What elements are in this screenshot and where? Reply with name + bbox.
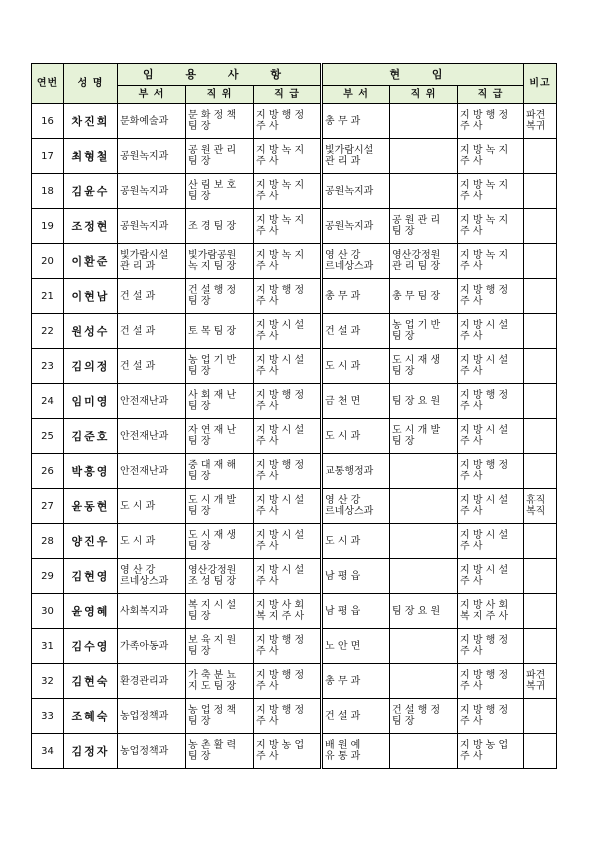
row-cur-position <box>390 629 458 664</box>
row-note <box>524 699 557 734</box>
header-cur-dept: 부 서 <box>322 86 390 104</box>
row-cur-rank: 지 방 녹 지 주 사 <box>458 209 524 244</box>
row-new-rank: 지 방 행 정 주 사 <box>254 454 322 489</box>
row-name: 김수영 <box>64 629 118 664</box>
row-number: 30 <box>32 594 64 629</box>
row-cur-rank: 지 방 시 설 주 사 <box>458 349 524 384</box>
header-no: 연번 <box>32 64 64 104</box>
row-number: 31 <box>32 629 64 664</box>
row-cur-rank: 지 방 시 설 주 사 <box>458 314 524 349</box>
row-note <box>524 349 557 384</box>
row-note: 휴직 복직 <box>524 489 557 524</box>
row-number: 28 <box>32 524 64 559</box>
row-note <box>524 244 557 279</box>
row-new-rank: 지 방 행 정 주 사 <box>254 384 322 419</box>
row-new-dept: 건 설 과 <box>118 314 186 349</box>
header-name: 성 명 <box>64 64 118 104</box>
row-cur-position <box>390 664 458 699</box>
row-cur-dept: 남 평 읍 <box>322 594 390 629</box>
row-new-dept: 공원녹지과 <box>118 139 186 174</box>
row-new-position: 보 육 지 원 팀 장 <box>186 629 254 664</box>
row-name: 윤동현 <box>64 489 118 524</box>
row-new-dept: 빛가람시설 관 리 과 <box>118 244 186 279</box>
row-number: 16 <box>32 104 64 139</box>
row-new-dept: 공원녹지과 <box>118 209 186 244</box>
row-name: 이환준 <box>64 244 118 279</box>
row-new-rank: 지 방 행 정 주 사 <box>254 629 322 664</box>
row-cur-rank: 지 방 행 정 주 사 <box>458 104 524 139</box>
row-cur-position <box>390 734 458 769</box>
row-note <box>524 174 557 209</box>
row-new-position: 건 설 행 정 팀 장 <box>186 279 254 314</box>
row-new-position: 자 연 재 난 팀 장 <box>186 419 254 454</box>
row-number: 19 <box>32 209 64 244</box>
row-new-dept: 문화예술과 <box>118 104 186 139</box>
row-name: 김현영 <box>64 559 118 594</box>
table-row <box>32 524 557 559</box>
header-current: 현 임 <box>322 64 524 86</box>
row-name: 임미영 <box>64 384 118 419</box>
row-number: 29 <box>32 559 64 594</box>
table-row <box>32 699 557 734</box>
row-cur-rank: 지 방 행 정 주 사 <box>458 664 524 699</box>
row-cur-dept: 배 원 예 유 통 과 <box>322 734 390 769</box>
table-row <box>32 629 557 664</box>
table-row <box>32 244 557 279</box>
row-name: 김윤수 <box>64 174 118 209</box>
row-cur-dept: 영 산 강 르네상스과 <box>322 489 390 524</box>
table-row <box>32 384 557 419</box>
row-cur-position <box>390 139 458 174</box>
row-new-dept: 농업정책과 <box>118 699 186 734</box>
row-cur-position <box>390 174 458 209</box>
table-row <box>32 664 557 699</box>
row-new-rank: 지 방 녹 지 주 사 <box>254 244 322 279</box>
row-new-position: 중 대 재 해 팀 장 <box>186 454 254 489</box>
row-number: 18 <box>32 174 64 209</box>
row-number: 23 <box>32 349 64 384</box>
row-new-rank: 지 방 녹 지 주 사 <box>254 174 322 209</box>
table-row <box>32 104 557 139</box>
row-cur-rank: 지 방 녹 지 주 사 <box>458 174 524 209</box>
row-new-position: 도 시 재 생 팀 장 <box>186 524 254 559</box>
row-cur-dept: 영 산 강 르네상스과 <box>322 244 390 279</box>
row-cur-position: 농 업 기 반 팀 장 <box>390 314 458 349</box>
row-new-dept: 건 설 과 <box>118 279 186 314</box>
row-cur-rank: 지 방 시 설 주 사 <box>458 524 524 559</box>
row-new-position: 사 회 재 난 팀 장 <box>186 384 254 419</box>
row-number: 26 <box>32 454 64 489</box>
table-row <box>32 559 557 594</box>
row-new-dept: 환경관리과 <box>118 664 186 699</box>
row-number: 22 <box>32 314 64 349</box>
row-number: 20 <box>32 244 64 279</box>
row-cur-rank: 지 방 행 정 주 사 <box>458 699 524 734</box>
row-cur-dept: 빛가람시설 관 리 과 <box>322 139 390 174</box>
table-row <box>32 209 557 244</box>
row-note <box>524 419 557 454</box>
row-new-position: 토 목 팀 장 <box>186 314 254 349</box>
header-note: 비고 <box>524 64 557 104</box>
row-new-position: 가 축 분 뇨 지 도 팀 장 <box>186 664 254 699</box>
row-cur-position <box>390 104 458 139</box>
row-name: 이현남 <box>64 279 118 314</box>
header-new-rank: 직 급 <box>254 86 322 104</box>
row-cur-dept: 도 시 과 <box>322 349 390 384</box>
header-cur-position: 직 위 <box>390 86 458 104</box>
row-note <box>524 454 557 489</box>
table-row <box>32 174 557 209</box>
row-cur-position: 도 시 개 발 팀 장 <box>390 419 458 454</box>
row-cur-dept: 도 시 과 <box>322 524 390 559</box>
row-number: 21 <box>32 279 64 314</box>
row-name: 최형철 <box>64 139 118 174</box>
row-new-dept: 건 설 과 <box>118 349 186 384</box>
row-new-position: 복 지 시 설 팀 장 <box>186 594 254 629</box>
table-row <box>32 349 557 384</box>
header-appointment: 임 용 사 항 <box>118 64 322 86</box>
row-cur-position: 공 원 관 리 팀 장 <box>390 209 458 244</box>
row-note <box>524 314 557 349</box>
row-cur-position: 팀 장 요 원 <box>390 384 458 419</box>
row-new-dept: 가족아동과 <box>118 629 186 664</box>
row-new-position: 영산강정원 조 성 팀 장 <box>186 559 254 594</box>
row-new-dept: 도 시 과 <box>118 489 186 524</box>
row-cur-rank: 지 방 녹 지 주 사 <box>458 139 524 174</box>
row-cur-dept: 도 시 과 <box>322 419 390 454</box>
table-row <box>32 419 557 454</box>
row-note <box>524 559 557 594</box>
table-row <box>32 594 557 629</box>
table-row <box>32 139 557 174</box>
row-note <box>524 734 557 769</box>
row-new-rank: 지 방 녹 지 주 사 <box>254 139 322 174</box>
row-cur-dept: 총 무 과 <box>322 664 390 699</box>
row-cur-rank: 지 방 녹 지 주 사 <box>458 244 524 279</box>
row-new-position: 문 화 정 책 팀 장 <box>186 104 254 139</box>
row-cur-position: 영산강정원 관 리 팀 장 <box>390 244 458 279</box>
row-number: 32 <box>32 664 64 699</box>
row-new-position: 농 업 정 책 팀 장 <box>186 699 254 734</box>
row-new-position: 공 원 관 리 팀 장 <box>186 139 254 174</box>
row-cur-position <box>390 489 458 524</box>
row-new-dept: 안전재난과 <box>118 384 186 419</box>
row-new-position: 조 경 팀 장 <box>186 209 254 244</box>
row-note <box>524 139 557 174</box>
row-new-position: 농 업 기 반 팀 장 <box>186 349 254 384</box>
row-number: 27 <box>32 489 64 524</box>
row-new-rank: 지 방 시 설 주 사 <box>254 559 322 594</box>
table-row <box>32 314 557 349</box>
row-new-position: 산 림 보 호 팀 장 <box>186 174 254 209</box>
row-new-rank: 지 방 녹 지 주 사 <box>254 209 322 244</box>
row-new-position: 도 시 개 발 팀 장 <box>186 489 254 524</box>
row-note <box>524 594 557 629</box>
row-new-dept: 사회복지과 <box>118 594 186 629</box>
row-new-rank: 지 방 시 설 주 사 <box>254 349 322 384</box>
row-name: 원성수 <box>64 314 118 349</box>
row-cur-rank: 지 방 행 정 주 사 <box>458 384 524 419</box>
row-number: 34 <box>32 734 64 769</box>
row-number: 24 <box>32 384 64 419</box>
row-cur-dept: 건 설 과 <box>322 314 390 349</box>
row-number: 17 <box>32 139 64 174</box>
row-name: 차진희 <box>64 104 118 139</box>
table-row <box>32 489 557 524</box>
row-note <box>524 209 557 244</box>
row-new-rank: 지 방 행 정 주 사 <box>254 279 322 314</box>
row-cur-rank: 지 방 행 정 주 사 <box>458 629 524 664</box>
row-cur-dept: 공원녹지과 <box>322 209 390 244</box>
row-cur-rank: 지 방 시 설 주 사 <box>458 559 524 594</box>
row-cur-dept: 교통행정과 <box>322 454 390 489</box>
table-row <box>32 454 557 489</box>
row-new-dept: 도 시 과 <box>118 524 186 559</box>
row-cur-rank: 지 방 사 회 복 지 주 사 <box>458 594 524 629</box>
row-number: 25 <box>32 419 64 454</box>
row-cur-position: 도 시 재 생 팀 장 <box>390 349 458 384</box>
row-name: 김현숙 <box>64 664 118 699</box>
header-new-dept: 부 서 <box>118 86 186 104</box>
row-cur-dept: 노 안 면 <box>322 629 390 664</box>
personnel-table <box>31 63 557 769</box>
table-row <box>32 734 557 769</box>
row-new-rank: 지 방 행 정 주 사 <box>254 699 322 734</box>
row-cur-position <box>390 454 458 489</box>
row-new-rank: 지 방 시 설 주 사 <box>254 489 322 524</box>
table-row <box>32 279 557 314</box>
row-cur-dept: 공원녹지과 <box>322 174 390 209</box>
row-name: 조혜숙 <box>64 699 118 734</box>
row-note <box>524 629 557 664</box>
row-note: 파견 복귀 <box>524 664 557 699</box>
row-new-dept: 농업정책과 <box>118 734 186 769</box>
row-new-rank: 지 방 시 설 주 사 <box>254 524 322 559</box>
row-new-dept: 안전재난과 <box>118 419 186 454</box>
row-note: 파견 복귀 <box>524 104 557 139</box>
row-cur-rank: 지 방 시 설 주 사 <box>458 419 524 454</box>
header-cur-rank: 직 급 <box>458 86 524 104</box>
row-cur-dept: 건 설 과 <box>322 699 390 734</box>
row-name: 박흥영 <box>64 454 118 489</box>
row-cur-rank: 지 방 행 정 주 사 <box>458 454 524 489</box>
row-cur-position: 건 설 행 정 팀 장 <box>390 699 458 734</box>
row-name: 김준호 <box>64 419 118 454</box>
row-note <box>524 524 557 559</box>
header-new-position: 직 위 <box>186 86 254 104</box>
row-new-rank: 지 방 행 정 주 사 <box>254 104 322 139</box>
row-cur-dept: 남 평 읍 <box>322 559 390 594</box>
row-note <box>524 279 557 314</box>
row-name: 조정현 <box>64 209 118 244</box>
row-cur-rank: 지 방 시 설 주 사 <box>458 489 524 524</box>
row-new-rank: 지 방 사 회 복 지 주 사 <box>254 594 322 629</box>
row-cur-position: 총 무 팀 장 <box>390 279 458 314</box>
row-name: 김의정 <box>64 349 118 384</box>
row-name: 김정자 <box>64 734 118 769</box>
row-new-dept: 안전재난과 <box>118 454 186 489</box>
row-new-rank: 지 방 농 업 주 사 <box>254 734 322 769</box>
row-cur-dept: 총 무 과 <box>322 104 390 139</box>
row-new-position: 농 촌 활 력 팀 장 <box>186 734 254 769</box>
row-cur-position: 팀 장 요 원 <box>390 594 458 629</box>
row-new-dept: 영 산 강 르네상스과 <box>118 559 186 594</box>
row-cur-position <box>390 559 458 594</box>
row-new-rank: 지 방 시 설 주 사 <box>254 314 322 349</box>
row-new-rank: 지 방 시 설 주 사 <box>254 419 322 454</box>
row-cur-rank: 지 방 행 정 주 사 <box>458 279 524 314</box>
row-new-position: 빛가람공원 녹 지 팀 장 <box>186 244 254 279</box>
row-new-rank: 지 방 행 정 주 사 <box>254 664 322 699</box>
row-cur-dept: 금 천 면 <box>322 384 390 419</box>
row-name: 양진우 <box>64 524 118 559</box>
row-cur-position <box>390 524 458 559</box>
row-cur-rank: 지 방 농 업 주 사 <box>458 734 524 769</box>
row-new-dept: 공원녹지과 <box>118 174 186 209</box>
row-note <box>524 384 557 419</box>
row-number: 33 <box>32 699 64 734</box>
row-name: 윤영혜 <box>64 594 118 629</box>
row-cur-dept: 총 무 과 <box>322 279 390 314</box>
